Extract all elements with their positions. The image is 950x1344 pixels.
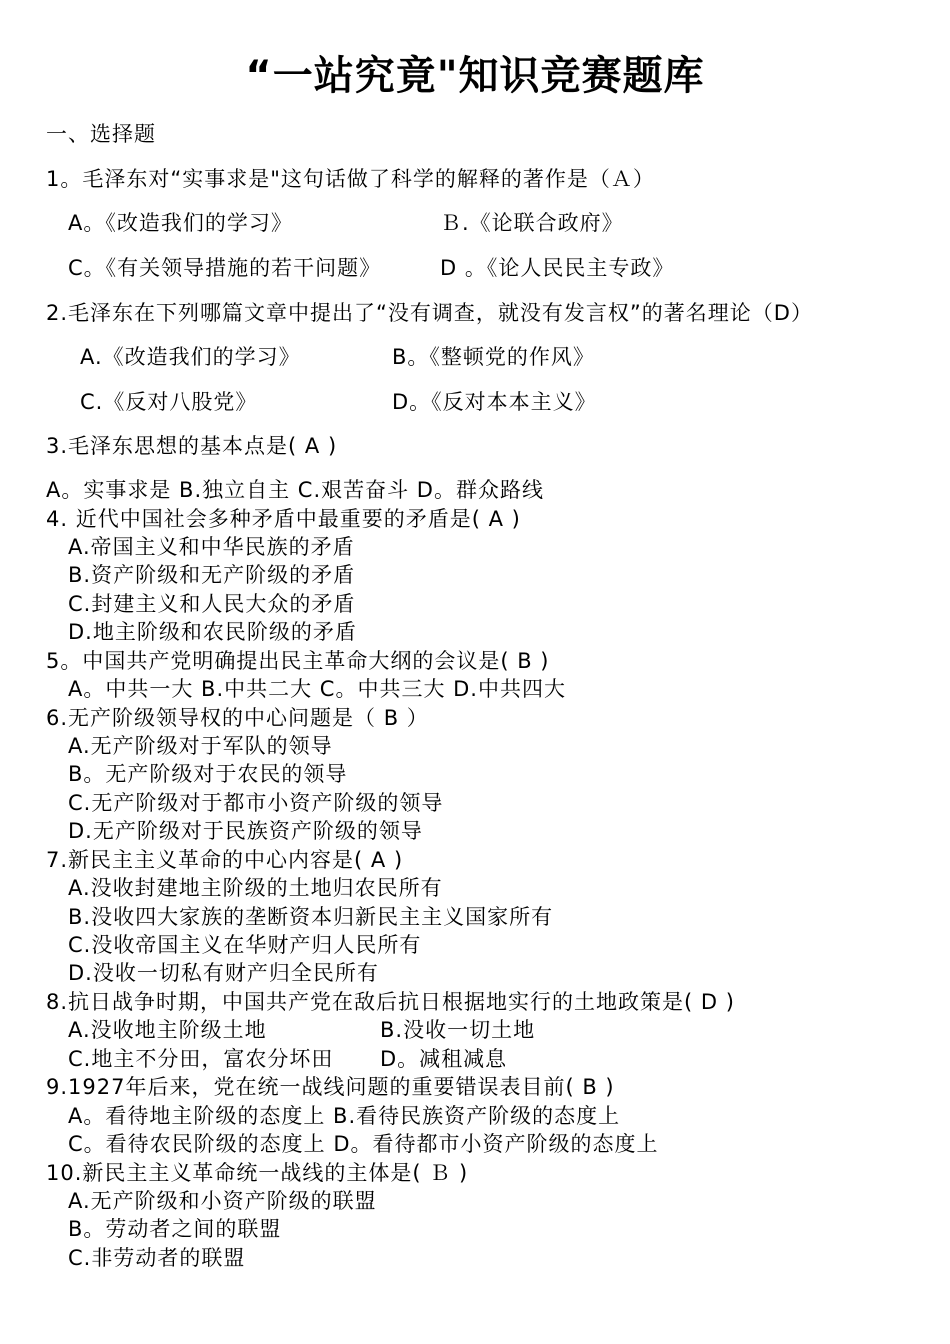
q10-option-c: C.非劳动者的联盟 bbox=[68, 1246, 246, 1270]
question-stem-9: 9.1927年后来，党在统一战线问题的重要错误表目前( B ) bbox=[46, 1075, 615, 1099]
q2-option-c: C.《反对八股党》 bbox=[80, 390, 258, 414]
q1-option-b: Ｂ.《论联合政府》 bbox=[440, 211, 624, 235]
q9-options-cd: C。看待农民阶级的态度上 D。看待都市小资产阶级的态度上 bbox=[68, 1132, 659, 1156]
q4-option-d: D.地主阶级和农民阶级的矛盾 bbox=[68, 620, 357, 644]
q4-option-b: B.资产阶级和无产阶级的矛盾 bbox=[68, 563, 356, 587]
q4-option-a: A.帝国主义和中华民族的矛盾 bbox=[68, 535, 355, 559]
q7-option-b: B.没收四大家族的垄断资本归新民主主义国家所有 bbox=[68, 905, 554, 929]
question-stem-3: 3.毛泽东思想的基本点是( A ) bbox=[46, 434, 338, 458]
question-stem-2: 2.毛泽东在下列哪篇文章中提出了“没有调查，就没有发言权”的著名理论（D） bbox=[46, 301, 813, 325]
section-heading: 一、选择题 bbox=[46, 122, 156, 146]
q7-option-a: A.没收封建地主阶级的土地归农民所有 bbox=[68, 876, 443, 900]
question-stem-1: 1。毛泽东对“实事求是"这句话做了科学的解释的著作是（Ａ） bbox=[46, 167, 655, 191]
q2-option-b: B。《整顿党的作风》 bbox=[392, 345, 595, 369]
q8-option-a: A.没收地主阶级土地 bbox=[68, 1018, 267, 1042]
question-stem-4: 4. 近代中国社会多种矛盾中最重要的矛盾是( A ) bbox=[46, 507, 521, 531]
question-stem-10: 10.新民主主义革命统一战线的主体是( Ｂ ) bbox=[46, 1161, 469, 1185]
q9-options-ab: A。看待地主阶级的态度上 B.看待民族资产阶级的态度上 bbox=[68, 1104, 621, 1128]
q1-option-a: A。《改造我们的学习》 bbox=[68, 211, 293, 235]
q7-option-c: C.没收帝国主义在华财产归人民所有 bbox=[68, 933, 422, 957]
q1-option-c: C。《有关领导措施的若干问题》 bbox=[68, 256, 382, 280]
q8-option-d: D。减租减息 bbox=[380, 1047, 508, 1071]
q8-option-c: C.地主不分田，富农分坏田 bbox=[68, 1047, 334, 1071]
question-stem-8: 8.抗日战争时期，中国共产党在敌后抗日根据地实行的土地政策是( D ) bbox=[46, 990, 735, 1014]
q6-option-d: D.无产阶级对于民族资产阶级的领导 bbox=[68, 819, 423, 843]
question-stem-6: 6.无产阶级领导权的中心问题是（ B ） bbox=[46, 706, 429, 730]
q6-option-a: A.无产阶级对于军队的领导 bbox=[68, 734, 333, 758]
q8-option-b: B.没收一切土地 bbox=[380, 1018, 536, 1042]
q7-option-d: D.没收一切私有财产归全民所有 bbox=[68, 961, 379, 985]
q10-option-a: A.无产阶级和小资产阶级的联盟 bbox=[68, 1189, 377, 1213]
q6-option-b: B。无产阶级对于农民的领导 bbox=[68, 762, 348, 786]
q1-option-d: D 。《论人民民主专政》 bbox=[440, 256, 675, 280]
q4-option-c: C.封建主义和人民大众的矛盾 bbox=[68, 592, 356, 616]
q3-options: A。实事求是 B.独立自主 C.艰苦奋斗 D。群众路线 bbox=[46, 478, 544, 502]
q2-option-a: A.《改造我们的学习》 bbox=[80, 345, 301, 369]
q10-option-b: B。劳动者之间的联盟 bbox=[68, 1217, 282, 1241]
q5-options: A。中共一大 B.中共二大 C。中共三大 D.中共四大 bbox=[68, 677, 566, 701]
q6-option-c: C.无产阶级对于都市小资产阶级的领导 bbox=[68, 791, 444, 815]
document-title: “一站究竟"知识竞赛题库 bbox=[245, 53, 705, 99]
question-stem-7: 7.新民主主义革命的中心内容是( A ) bbox=[46, 848, 404, 872]
q2-option-d: D。《反对本本主义》 bbox=[392, 390, 597, 414]
question-stem-5: 5。中国共产党明确提出民主革命大纲的会议是( B ) bbox=[46, 649, 550, 673]
